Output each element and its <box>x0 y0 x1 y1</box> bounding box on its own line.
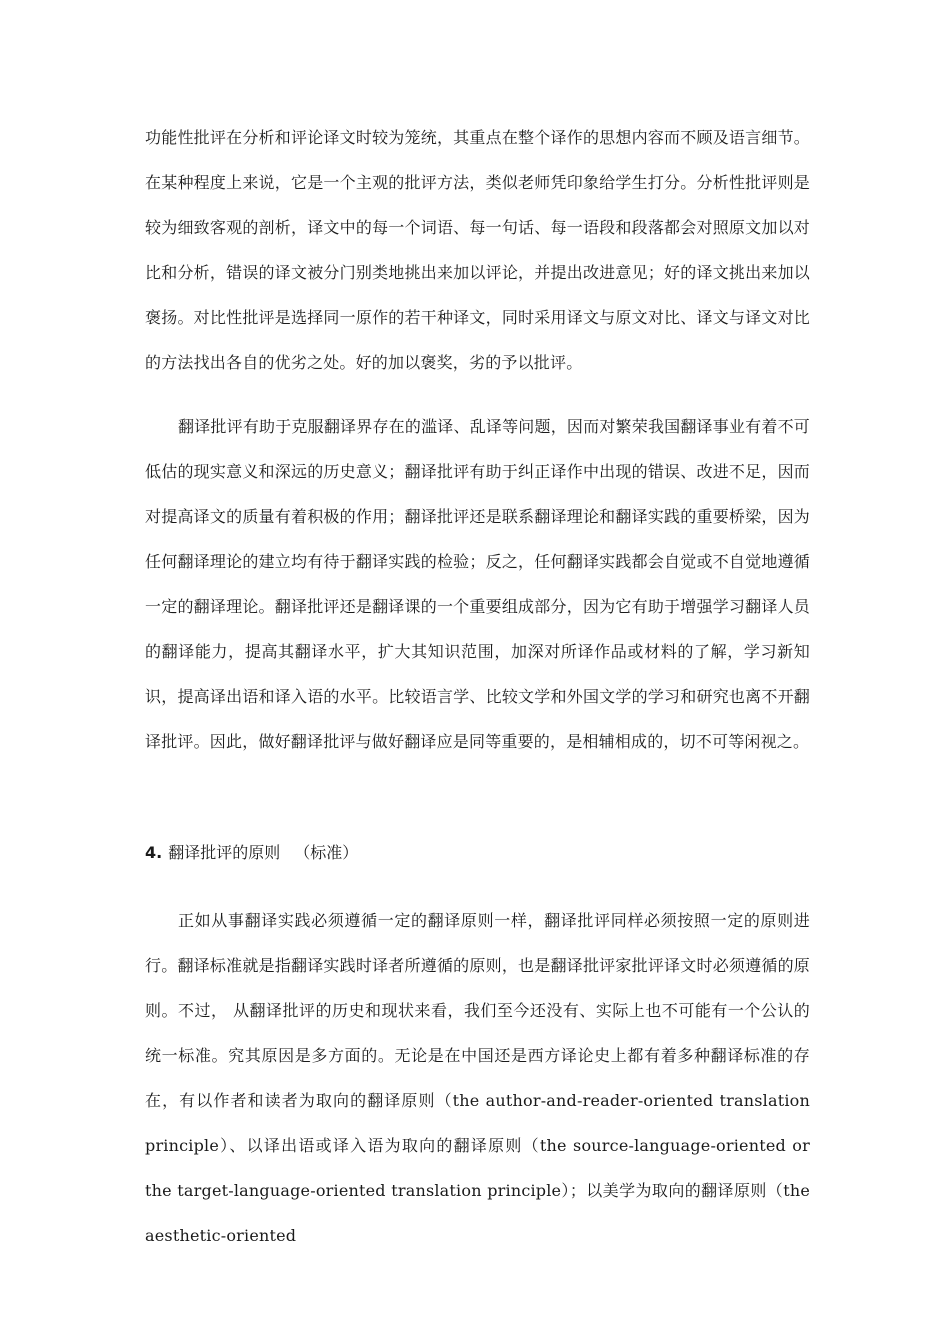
section-heading <box>145 838 810 868</box>
paragraph-criticism-significance: 翻译批评有助于克服翻译界存在的滥译、乱译等问题，因而对繁荣我国翻译事业有着不可低估的现实意义和深远的历史意义；翻译批评有助于纠正译作中出现的错误、改进不足，因而对提高译文的质量有着积极的作用；翻译批评还是联系翻译理论和翻译实践的重要桥梁，因为任何翻译理论的建立均有待于翻译实践的检验；反之，任何翻译实践都会自觉或不自觉地遵循一定的翻译理论。翻译批评还是翻译课的一个重要组成部分，因为它有助于增强学习翻译人员的翻译能力，提高其翻译水平，扩大其知识范围，加深对所译作品或材料的了解，学习新知识，提高译出语和译入语的水平。比较语言学、比较文学和外国文学的学习和研究也离不开翻译批评。因此，做好翻译批评与做好翻译应是同等重要的，是相辅相成的，切不可等闲视之。 <box>145 417 810 751</box>
paragraph-criticism-principles: 正如从事翻译实践必须遵循一定的翻译原则一样，翻译批评同样必须按照一定的原则进行。翻译标准就是指翻译实践时译者所遵循的原则，也是翻译批评家批评译文时必须遵循的原则。不过， 从翻译批评的历史和现状来看，我们至今还没有、实际上也不可能有一个公认的统一标准。究其原因是多方面的。无论是在中国还是西方译论史上都有着多种翻译标准的存在，有以作者和读者为取向的翻译原则（the author-and-reader-oriented translation principle）、以译出语或译入语为取向的翻译原则（the source-language-oriented or the target-language-oriented translation principle）；以美学为取向的翻译原则（the aesthetic-oriented <box>145 911 810 1245</box>
section-number: 4. <box>145 843 163 862</box>
section-title: 翻译批评的原则 <box>168 843 281 862</box>
section-title-note: （标准） <box>294 843 359 862</box>
paragraph-criticism-types: 功能性批评在分析和评论译文时较为笼统，其重点在整个译作的思想内容而不顾及语言细节。在某种程度上来说，它是一个主观的批评方法，类似老师凭印象给学生打分。分析性批评则是较为细致客观的剖析，译文中的每一个词语、每一句话、每一语段和段落都会对照原文加以对比和分析，错误的译文被分门别类地挑出来加以评论，并提出改进意见；好的译文挑出来加以褒扬。对比性批评是选择同一原作的若干种译文，同时采用译文与原文对比、译文与译文对比的方法找出各自的优劣之处。好的加以褒奖，劣的予以批评。 <box>145 128 810 372</box>
